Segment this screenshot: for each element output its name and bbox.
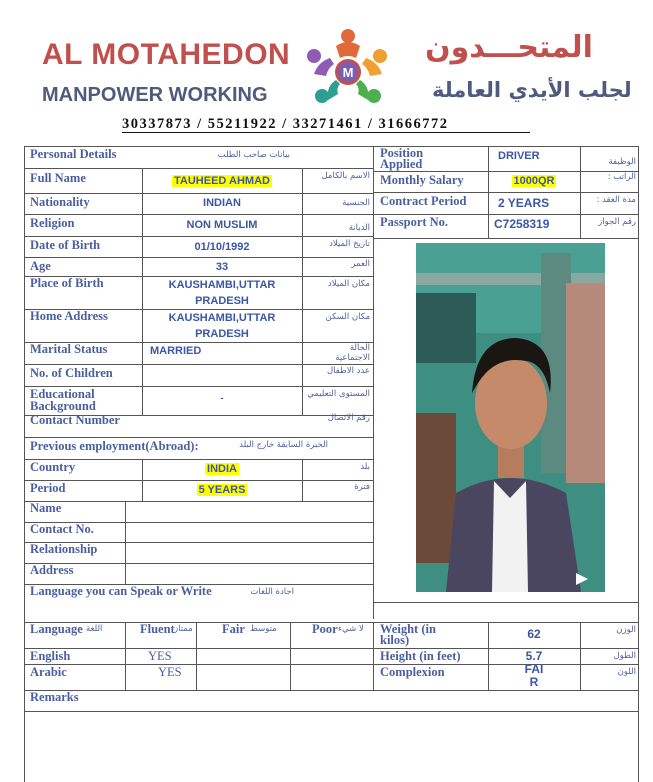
col-fluent-label: Fluent (140, 622, 175, 636)
nationality-label: Nationality (30, 195, 90, 209)
children-label: No. of Children (30, 366, 113, 380)
col-fair-label: Fair (222, 622, 245, 636)
col-poor-label-ar: لا شيء (338, 624, 364, 634)
pob-value-line2: PRADESH (195, 295, 249, 307)
company-logo (300, 28, 396, 110)
col-fair-label-ar: متوسط (250, 624, 277, 634)
weight-label-2: kilos) (380, 633, 410, 647)
ref-relationship-label: Relationship (30, 542, 98, 556)
full-name-label: Full Name (30, 171, 86, 185)
complexion-label: Complexion (380, 665, 445, 679)
weight-label-ar: الوزن (616, 625, 636, 635)
age-value: 33 (215, 261, 229, 273)
ref-contact-label: Contact No. (30, 522, 94, 536)
ref-address-label: Address (30, 563, 74, 577)
lang-english-fluent: YES (148, 649, 172, 663)
complexion-value-line2: R (529, 675, 539, 689)
company-tagline-ar: لجلب الأيدي العاملة (432, 78, 632, 102)
col-language-label-ar: اللغة (86, 624, 103, 634)
lang-row-english: English (30, 649, 71, 663)
personal-details-label: Personal Details (30, 147, 117, 161)
position-label-2: Applied (380, 157, 423, 171)
phone-numbers: 30337873 / 55211922 / 33271461 / 31666772 (122, 116, 449, 132)
previous-employment-label-ar: الخبرة السابقة خارج البلد (239, 440, 328, 450)
phone-underline (122, 132, 530, 133)
address-value-line2: PRADESH (195, 328, 249, 340)
children-label-ar: عدد الاطفال (326, 366, 370, 376)
address-value-line1: KAUSHAMBI,UTTAR (168, 312, 276, 324)
education-label-1: Educational (30, 387, 95, 401)
company-tagline-en: MANPOWER WORKING (42, 84, 268, 106)
col-poor-label: Poor (312, 622, 338, 636)
position-label-1: Position (380, 146, 424, 160)
complexion-label-ar: اللون (617, 667, 636, 677)
salary-label-ar: الراتب : (607, 172, 636, 182)
company-name-ar: المتحـــدون (425, 30, 593, 65)
education-label-2: Background (30, 399, 96, 413)
address-label-ar: مكان السكن (325, 312, 370, 322)
marital-label: Marital Status (30, 342, 108, 356)
pob-label: Place of Birth (30, 276, 104, 290)
religion-label-ar: الديانة (348, 223, 370, 233)
address-label: Home Address (30, 309, 108, 323)
salary-label: Monthly Salary (380, 173, 464, 187)
dob-label-ar: تاريخ الميلاد (329, 239, 370, 249)
languages-heading-ar: اجادة اللغات (250, 587, 294, 597)
age-label-ar: العمر (351, 259, 370, 269)
full-name-label-ar: الاسم بالكامل (321, 171, 370, 181)
religion-label: Religion (30, 216, 75, 230)
passport-label: Passport No. (380, 215, 449, 229)
contract-label: Contract Period (380, 194, 467, 208)
passport-value: C7258319 (494, 217, 550, 231)
previous-employment-label: Previous employment(Abroad): (30, 439, 199, 453)
age-label: Age (30, 259, 51, 273)
contact-label: Contact Number (30, 413, 120, 427)
company-name-en: AL MOTAHEDON (42, 38, 291, 71)
country-label-ar: بلد (360, 462, 370, 472)
height-value: 5.7 (525, 649, 543, 663)
complexion-value-line1: FAI (524, 662, 544, 676)
height-label-ar: الطول (613, 651, 636, 661)
pob-label-ar: مكان الميلاد (327, 279, 370, 289)
marital-value: MARRIED (150, 345, 202, 357)
applicant-photo (416, 243, 605, 592)
ref-name-label: Name (30, 501, 62, 515)
country-label: Country (30, 460, 76, 474)
period-label: Period (30, 481, 66, 495)
pob-value-line1: KAUSHAMBI,UTTAR (168, 279, 276, 291)
remarks-label: Remarks (30, 690, 79, 704)
education-value: - (220, 393, 224, 403)
height-label: Height (in feet) (380, 649, 461, 663)
position-value: DRIVER (498, 150, 540, 162)
weight-value: 62 (527, 627, 541, 641)
contract-label-ar: مدة العقد : (596, 195, 636, 205)
full-name-value: TAUHEED AHMAD (174, 175, 270, 187)
country-value: INDIA (207, 463, 237, 475)
logo-letter: M (342, 65, 354, 80)
nationality-label-ar: الجنسية (342, 198, 370, 208)
weight-label-1: Weight (in (380, 622, 436, 636)
col-language-label: Language (30, 622, 83, 636)
education-label-ar: المستوى التعليمي (307, 389, 370, 399)
contract-value: 2 YEARS (498, 196, 550, 210)
dob-label: Date of Birth (30, 238, 101, 252)
languages-heading: Language you can Speak or Write (30, 584, 212, 598)
lang-arabic-fluent: YES (158, 665, 182, 679)
marital-label-ar-2: الاجتماعية (335, 353, 370, 363)
salary-value: 1000QR (513, 175, 555, 187)
passport-label-ar: رقم الجواز (598, 217, 636, 227)
marital-label-ar-1: الحالة (349, 343, 370, 353)
personal-details-label-ar: بيانات صاحب الطلب (217, 150, 290, 160)
col-fluent-label-ar: ممتاز (174, 624, 193, 634)
period-value: 5 YEARS (198, 484, 246, 496)
period-label-ar: فترة (354, 482, 370, 492)
lang-row-arabic: Arabic (30, 665, 67, 679)
dob-value: 01/10/1992 (194, 241, 250, 253)
nationality-value: INDIAN (203, 197, 241, 209)
position-label-ar: الوظيفة (608, 157, 636, 167)
contact-label-ar: رقم الاتصال (327, 413, 370, 423)
religion-value: NON MUSLIM (186, 219, 258, 231)
